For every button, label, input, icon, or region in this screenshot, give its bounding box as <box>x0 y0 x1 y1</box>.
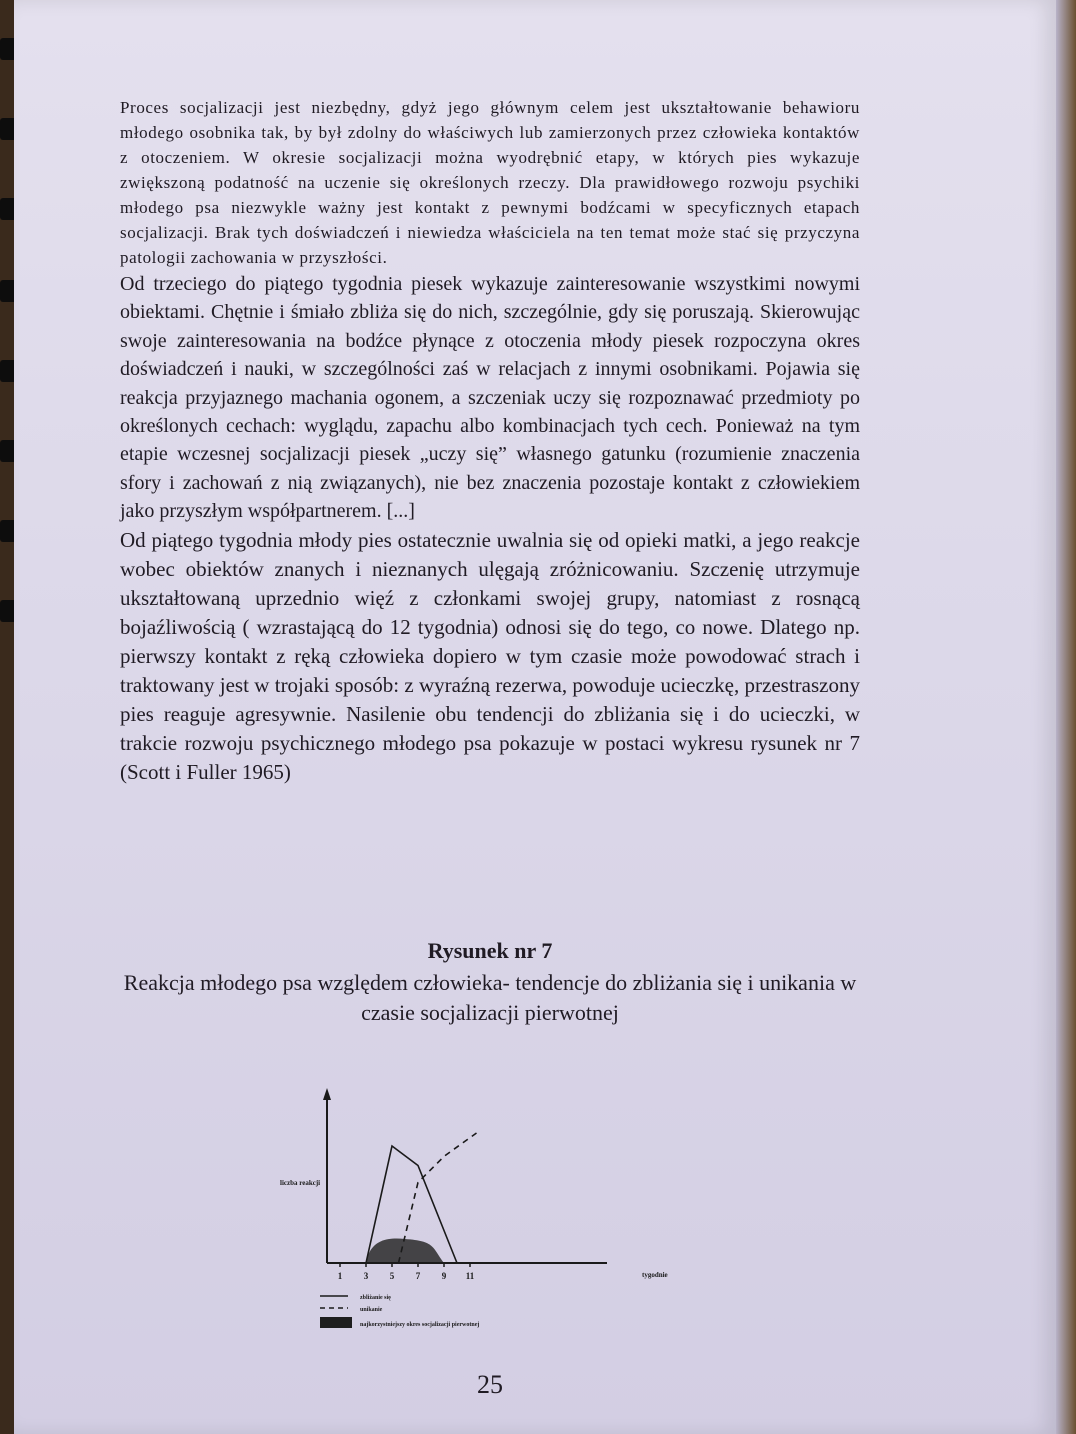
chart-y-axis-arrow <box>323 1088 331 1100</box>
chart-x-tick-label: 7 <box>415 1271 421 1281</box>
legend-label: unikanie <box>360 1307 383 1313</box>
chart-x-tick-label: 9 <box>441 1271 447 1281</box>
chart-y-axis-label: liczba reakcji <box>280 1179 321 1187</box>
chart-x-tick-label: 3 <box>363 1271 369 1281</box>
chart-x-tick-label: 1 <box>337 1271 343 1281</box>
figure-title: Rysunek nr 7 <box>427 938 553 963</box>
chart-x-axis-label: tygodnie <box>642 1271 668 1279</box>
legend-label: najkorzystniejszy okres socjalizacji pierwotnej <box>360 1322 480 1328</box>
page-number: 25 <box>477 1370 503 1399</box>
figure-caption: Reakcja młodego psa względem człowieka- tendencje do zbliżania się i unikania w czasie socjalizacji pierwotnej <box>123 970 857 1025</box>
legend-swatch-shaded <box>320 1317 352 1328</box>
paragraph-2: Od trzeciego do piątego tygodnia piesek wykazuje zainteresowanie wszystkimi nowymi obiektami. Chętnie i śmiało zbliża się do nich, szczególnie, gdy się poruszają. Skierowując swoje zainteresowania na bodźce płynące z otoczenia młody piesek rozpoczyna okres doświadczeń i nauki, w szczególności zaś w relacjach z innymi osobnikami. Pojawia się reakcja przyjaznego machania ogonem, a szczeniak uczy się rozpoznawać przedmioty po określonych cechach: wyglądu, zapachu albo kombinacjach tych cech. Ponieważ na tym etapie wczesnej socjalizacji piesek „uczy się” własnego gatunku (rozumienie znaczenia sfory i zachowań z nią związanych), nie bez znaczenia pozostaje kontakt z człowiekiem jako przyszłym współpartnerem. [...] <box>120 273 860 523</box>
body-text <box>120 95 860 787</box>
chart-x-tick-label: 5 <box>389 1271 395 1281</box>
chart <box>280 1080 700 1350</box>
chart-x-tick-label: 11 <box>465 1271 475 1281</box>
page-edge <box>1056 0 1076 1434</box>
chart-shaded-region <box>366 1239 444 1263</box>
paragraph-3: Od piątego tygodnia młody pies ostatecznie uwalnia się od opieki matki, a jego reakcje wobec obiektów znanych i nieznanych ulęgają zróżnicowaniu. Szczenię utrzymuje ukształtowaną uprzednio więź z członkami swojej grupy, natomiast z rosnącą bojaźliwością ( wzrastającą do 12 tygodnia) odnosi się do tego, co nowe. Dlatego np. pierwszy kontakt z ręką człowieka dopiero w tym czasie może powodować strach i traktowany jest w trojaki sposób: z wyraźną rezerwa, powoduje ucieczkę, przestraszony pies reaguje agresywnie. Nasilenie obu tendencji do zbliżania się i do ucieczki, w trakcie rozwoju psychicznego młodego psa pokazuje w postaci wykresu rysunek nr 7 (Scott i Fuller 1965) <box>120 527 860 784</box>
paragraph-1: Proces socjalizacji jest niezbędny, gdyż jego głównym celem jest ukształtowanie behawioru młodego osobnika tak, by był zdolny do właściwych lub zamierzonych przez człowieka kontaktów z otoczeniem. W okresie socjalizacji można wyodrębnić etapy, w których pies wykazuje zwiększoną podatność na uczenie się określonych rzeczy. Dla prawidłowego rozwoju psychiki młodego psa niezwykle ważny jest kontakt z pewnymi bodźcami w specyficznych etapach socjalizacji. Brak tych doświadczeń i niewiedza właściciela na ten temat może stać się przyczyna patologii zachowania w przyszłości. <box>120 98 860 267</box>
legend-label: zbliżanie się <box>360 1295 391 1301</box>
